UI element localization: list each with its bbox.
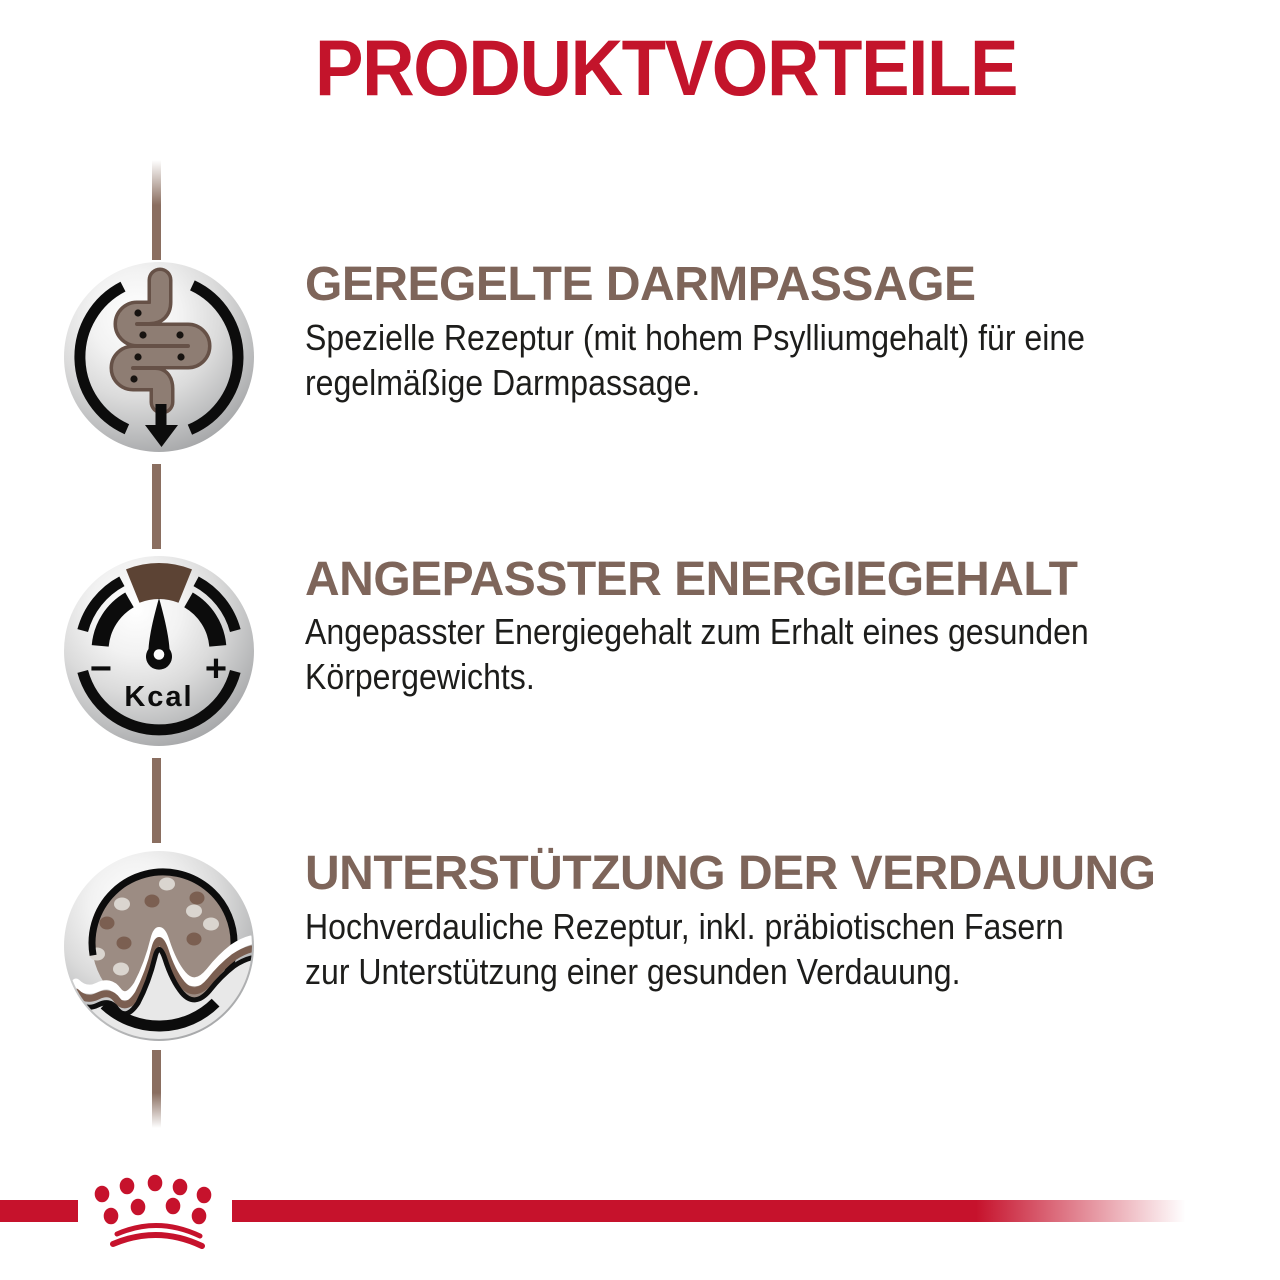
timeline-segment-1 [152,160,161,260]
page-title: PRODUKTVORTEILE [315,23,1018,112]
kcal-label: Kcal [124,681,194,713]
benefit-body-2-line-2: Körpergewichts. [305,656,535,697]
kcal-energy-gauge-icon [64,556,254,746]
timeline-segment-3 [152,758,161,843]
benefit-body-2-line-1: Angepasster Energiegehalt zum Erhalt eines gesunden [305,611,1089,652]
benefit-body-1-line-1: Spezielle Rezeptur (mit hohem Psylliumgehalt) für eine [305,317,1086,358]
brand-bar-left [0,1200,78,1222]
benefit-body-1 [305,315,1195,405]
intestinal-transit-icon [64,262,254,452]
benefit-body-3-line-2: zur Unterstützung einer gesunden Verdauung. [305,951,961,992]
benefit-heading-2: ANGEPASSTER ENERGIEGEHALT [305,553,1078,606]
brand-bar-right [232,1200,1280,1222]
benefit-body-2 [305,609,1195,699]
timeline-segment-2 [152,464,161,549]
benefit-body-3 [305,904,1195,994]
benefit-heading-1: GEREGELTE DARMPASSAGE [305,258,976,311]
benefit-body-3-line-1: Hochverdauliche Rezeptur, inkl. präbiotischen Fasern [305,906,1064,947]
benefit-body-1-line-2: regelmäßige Darmpassage. [305,362,701,403]
benefit-heading-3: UNTERSTÜTZUNG DER VERDAUUNG [305,847,1156,900]
royal-canin-crown-logo [88,1172,223,1252]
minus-sign: − [89,648,113,690]
timeline-segment-4 [152,1050,161,1128]
plus-sign: + [204,648,228,690]
digestive-support-icon [64,851,254,1041]
